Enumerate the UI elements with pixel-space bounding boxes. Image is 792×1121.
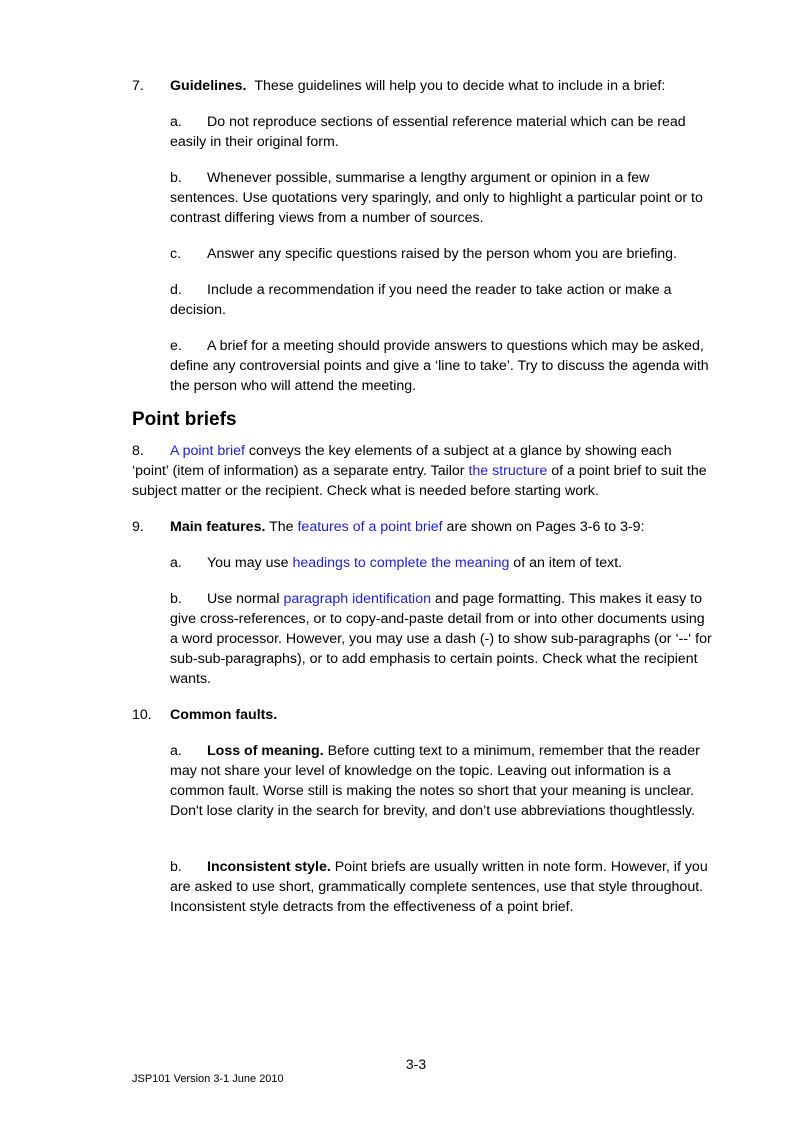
- sub-title: Loss of meaning.: [207, 743, 324, 759]
- sub-letter: a.: [170, 114, 182, 130]
- sub-letter: d.: [170, 282, 182, 298]
- sub-text-cont: and page formatting. This makes it easy to give cross-references, or to copy-and-paste detail from or into other documents using a word processor. However, you may use a dash (-) to show sub-paragraphs (or ‘--‘ for sub-sub-paragraphs), or to add emphasis to certain points. Check what the recipient wants.: [170, 591, 712, 687]
- paragraph-number: 10.: [132, 707, 152, 723]
- sub-letter: a.: [170, 555, 182, 571]
- sub-text: Use normal: [207, 591, 284, 607]
- sub-text: Point briefs are usually written in note form. However, if you are asked to use short, grammatically complete sentences, use that style throughout. Inconsistent style detracts from the effectiveness of a point brief.: [170, 859, 708, 915]
- sub-text: A brief for a meeting should provide answers to questions which may be asked, define any controversial points and give a ‘line to take’. Try to discuss the agenda with the person who will attend the meeting.: [170, 338, 709, 394]
- paragraph-text-cont: are shown on Pages 3-6 to 3-9:: [442, 519, 645, 535]
- sub-letter: c.: [170, 246, 182, 262]
- paragraph-number: 7.: [132, 78, 144, 94]
- sub-text: Answer any specific questions raised by the person whom you are briefing.: [207, 246, 678, 262]
- paragraph-title: Guidelines.: [170, 78, 247, 94]
- paragraph-title: Main features.: [170, 519, 266, 535]
- paragraph-text-cont: of a point brief to suit the subject matter or the recipient. Check what is needed before starting work.: [132, 463, 707, 499]
- sub-text: You may use: [207, 555, 293, 571]
- paragraph-text: conveys the key elements of a subject at a glance by showing each ‘point’ (item of information) as a separate entry. Tailor: [132, 443, 672, 479]
- paragraph-text: These guidelines will help you to decide what to include in a brief:: [254, 78, 666, 94]
- paragraph-number: 8.: [132, 443, 144, 459]
- sub-letter: b.: [170, 170, 182, 186]
- headings-link[interactable]: headings to complete the meaning: [292, 555, 510, 571]
- paragraph-text: The: [265, 519, 298, 535]
- paragraph-9b: [170, 589, 712, 689]
- paragraph-10b: [170, 857, 712, 917]
- paragraph-9a: [170, 553, 712, 573]
- page-number: 3-3: [405, 1056, 427, 1072]
- sub-text: Do not reproduce sections of essential reference material which can be read easily in their original form.: [170, 114, 686, 150]
- paragraph-10a: [170, 741, 712, 821]
- paragraph-title: Common faults.: [170, 707, 278, 723]
- sub-letter: e.: [170, 338, 182, 354]
- paragraph-identification-link[interactable]: paragraph identification: [283, 591, 431, 607]
- paragraph-7b: [170, 168, 712, 228]
- sub-letter: b.: [170, 591, 182, 607]
- point-brief-link[interactable]: A point brief: [170, 443, 245, 459]
- paragraph-7: [132, 76, 712, 96]
- sub-letter: b.: [170, 859, 182, 875]
- paragraph-8: [132, 441, 712, 501]
- sub-text: Include a recommendation if you need the reader to take action or make a decision.: [170, 282, 672, 318]
- paragraph-number: 9.: [132, 519, 144, 535]
- document-footer: JSP101 Version 3-1 June 2010: [132, 1073, 284, 1085]
- paragraph-7c: [170, 244, 712, 264]
- sub-text: Whenever possible, summarise a lengthy argument or opinion in a few sentences. Use quotations very sparingly, and only to highlight a particular point or to contrast differing views from a number of sources.: [170, 170, 703, 226]
- paragraph-10: [132, 705, 712, 725]
- paragraph-7a: [170, 112, 712, 152]
- section-heading: Point briefs: [132, 409, 237, 430]
- paragraph-7d: [170, 280, 712, 320]
- paragraph-7e: [170, 336, 712, 396]
- paragraph-9: [132, 517, 712, 537]
- sub-letter: a.: [170, 743, 182, 759]
- features-link[interactable]: features of a point brief: [297, 519, 443, 535]
- structure-link[interactable]: the structure: [468, 463, 548, 479]
- sub-text: Before cutting text to a minimum, remember that the reader may not share your level of knowledge on the topic. Leaving out information is a common fault. Worse still is making the notes so short that your meaning is unclear. Don't lose clarity in the search for brevity, and don’t use abbreviations thoughtlessly.: [170, 743, 700, 819]
- sub-text-cont: of an item of text.: [509, 555, 623, 571]
- sub-title: Inconsistent style.: [207, 859, 331, 875]
